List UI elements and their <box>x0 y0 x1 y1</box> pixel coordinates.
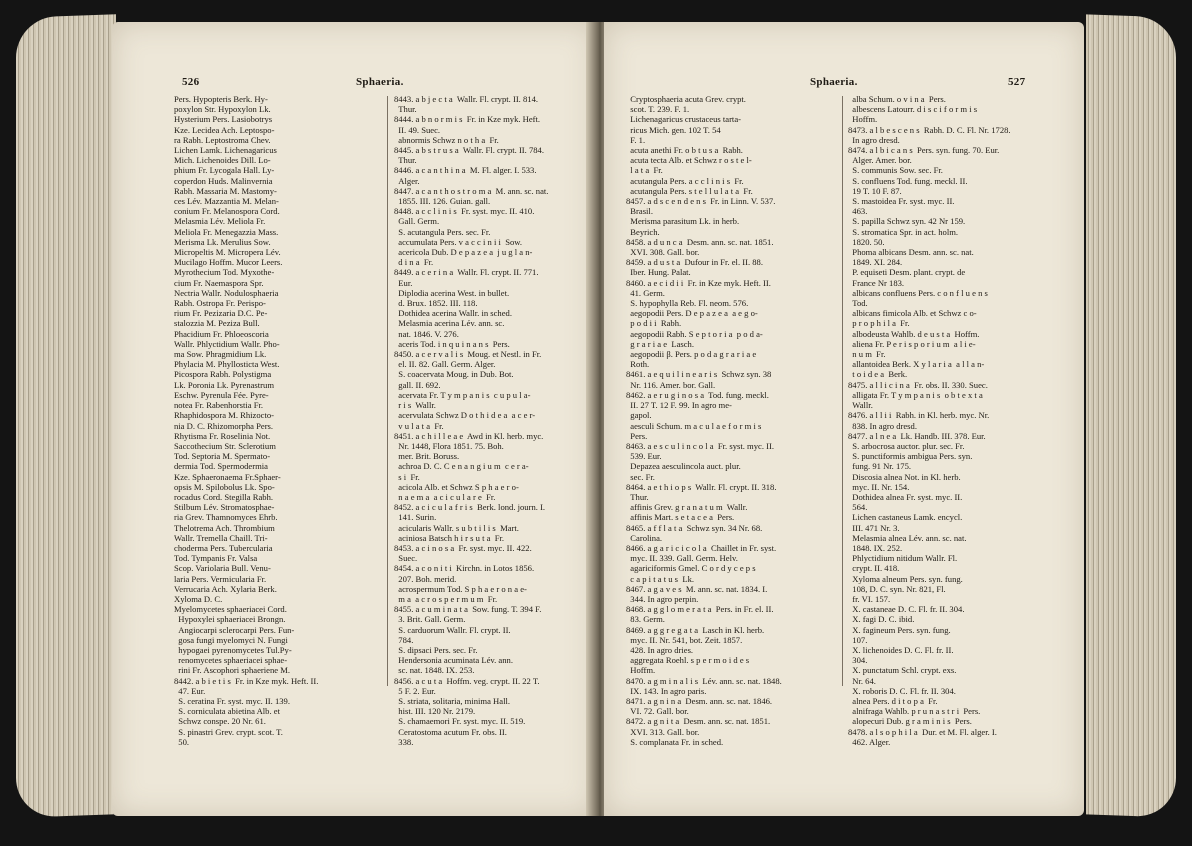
left-column-1: Pers. Hypopteris Berk. Hy- poxylon Str. Hypoxylon Lk. Hysterium Pers. Lasiobotrys Kze. Lecidea Ach. Leptospo- ra Rabh. Leptostroma Chev. Lichen Lamk. Lichenagaricus Mich. Lichenoides Dill. Lo- phium Fr. Lycogala Hall. Ly- coperdon Huds. Malinvernia Rabh. Massaria M. Mastomy- ces Lév. Mazzantia M. Melan- conium Fr. Melanospora Cord. Melasmia Lév. Meliola Fr. Meliola Fr. Menegazzia Mass. Merisma Lk. Merulius Sow. Micropeltis M. Micropera Lév. Mucilago Hoffm. Mucor Leers. Myrothecium Tod. Myxothe- cium Fr. Naemaspora Spr. Nectria Wallr. Nodulosphaeria Rabh. Ostropa Fr. Perispo- rium Fr. Pezizaria D.C. Pe- stalozzia M. Peziza Bull. Phacidium Fr. Phloeoscoria Wallr. Phlyctidium Wallr. Pho- ma Sow. Phragmidium Lk. Phylacia M. Phyllosticta West. Picospora Rabh. Polystigma Lk. Poronia Lk. Pyrenastrum Eschw. Pyrenula Fée. Pyre- notea Fr. Rabenhorstia Fr. Rhaphidospora M. Rhizocto- nia D. C. Rhizomorpha Pers. Rhytisma Fr. Roselinia Not. Saccothecium Str. Sclerotium Tod. Septoria M. Spermato- dermia Tod. Spermodermia Kze. Sphaeronaema Fr.Sphaer- opsis M. Spilobolus Lk. Spo- rocadus Cord. Stegilla Rabh. Stilbum Lév. Stromatosphae- ria Grev. Thamnomyces Ehrb. Thelotrema Ach. Thrombium Wallr. Tremella Chaill. Tri- choderma Pers. Tubercularia Tod. Tympanis Fr. Valsa Scop. Variolaria Bull. Venu- laria Pers. Vermicularia Fr. Verrucaria Ach. Xylaria Berk. Xyloma D. C. Myelomycetes sphaeriacei Cord. Hypoxylei sphaeriacei Brongn. Angiocarpi sclerocarpi Pers. Fun- gosa fungi myelomyci N. Fungi hypogaei pyrenomycetes Tul.Py- renomycetes sphaeriacei sphae- rini Fr. Ascophori sphaeriene M. 8442. a b i e t i s Fr. in Kze myk. Heft. II. 47. Eur. S. ceratina Fr. syst. myc. II. 139. S. corniculata abietina Alb. et Schwz conspe. 20 Nr. 61. S. pinastri Grev. crypt. scot. T. 50. <box>174 94 319 747</box>
left-column-rule <box>387 96 388 686</box>
right-column-rule <box>842 96 843 686</box>
right-column-1: Cryptosphaeria acuta Grev. crypt. scot. T. 239. F. 1. Lichenagaricus crustaceus tarta- ricus Mich. gen. 102 T. 54 F. 1. acuta anethi Fr. o b t u s a Rabh. acuta tecta Alb. et Schwz r o s t e l- l a t a Fr. acutangula Pers. a c c l i n i s Fr. acutangula Pers. s t e l l u l a t a Fr. 8457. a d s c e n d e n s Fr. in Linn. V. 537. Brasil. Merisma parasitum Lk. in herb. Beyrich. 8458. a d u n c a Desm. ann. sc. nat. 1851. XVI. 308. Gall. bor. 8459. a d u s t a Dufour in Fr. el. II. 88. Iber. Hung. Palat. 8460. a e c i d i i Fr. in Kze myk. Heft. II. 41. Germ. S. hypophylla Reb. Fl. neom. 576. aegopodii Pers. D e p a z e a a e g o- p o d i i Rabh. aegopodii Rabh. S e p t o r i a p o d a- g r a r i a e Lasch. aegopodii β. Pers. p o d a g r a r i a e Roth. 8461. a e q u i l i n e a r i s Schwz syn. 38 Nr. 116. Amer. bor. Gall. 8462. a e r u g i n o s a Tod. fung. meckl. II. 27 T. 12 F. 99. In agro me- gapol. aesculi Schum. m a c u l a e f o r m i s Pers. 8463. a e s c u l i n c o l a Fr. syst. myc. II. 539. Eur. Depazea aesculincola auct. plur. sec. Fr. 8464. a e t h i o p s Wallr. Fl. crypt. II. 318. Thur. affinis Grev. g r a n a t u m Wallr. affinis Mart. s e t a c e a Pers. 8465. a f f l a t a Schwz syn. 34 Nr. 68. Carolina. 8466. a g a r i c i c o l a Chaillet in Fr. syst. myc. II. 339. Gall. Germ. Helv. agariciformis Gmel. C o r d y c e p s c a p i t a t u s Lk. 8467. a g a v e s M. ann. sc. nat. 1834. I. 344. In agro perpin. 8468. a g g l o m e r a t a Pers. in Fr. el. II. 83. Germ. 8469. a g g r e g a t a Lasch in Kl. herb. myc. II. Nr. 541, bot. Zeit. 1857. 428. In agro dries. aggregata Roehl. s p e r m o i d e s Hoffm. 8470. a g m i n a l i s Lév. ann. sc. nat. 1848. IX. 143. In agro paris. 8471. a g n i n a Desm. ann. sc. nat. 1846. VI. 72. Gall. bor. 8472. a g n i t a Desm. ann. sc. nat. 1851. XVI. 313. Gall. bor. S. complanata Fr. in sched. <box>626 94 782 747</box>
right-page-edges <box>1086 14 1176 817</box>
right-column-2: alba Schum. o v i n a Pers. albescens Latourr. d i s c i f o r m i s Hoffm. 8473. a l b e s c e n s Rabh. D. C. Fl. Nr. 1728. In agro dresd. 8474. a l b i c a n s Pers. syn. fung. 70. Eur. Alger. Amer. bor. S. communis Sow. sec. Fr. S. confluens Tod. fung. meckl. II. 19 T. 10 F. 87. S. mastoidea Fr. syst. myc. II. 463. S. papilla Schwz syn. 42 Nr 159. S. stromatica Spr. in act. holm. 1820. 50. Phoma albicans Desm. ann. sc. nat. 1849. XI. 284. P. equiseti Desm. plant. crypt. de France Nr 183. albicans confluens Pers. c o n f l u e n s Tod. albicans fimicola Alb. et Schwz c o- p r o p h i l a Fr. albodeusta Wahlb. d e u s t a Hoffm. aliena Fr. P e r i s p o r i u m a l i e- n u m Fr. allantoidea Berk. X y l a r i a a l l a n- t o i d e a Berk. 8475. a l l i c i n a Fr. obs. II. 330. Suec. alligata Fr. T y m p a n i s o b t e x t a Wallr. 8476. a l l i i Rabh. in Kl. herb. myc. Nr. 838. In agro dresd. 8477. a l n e a Lk. Handb. III. 378. Eur. S. arbocrosa auctor. plur. sec. Fr. S. punctiformis ambigua Pers. syn. fung. 91 Nr. 175. Discosia alnea Not. in Kl. herb. myc. II. Nr. 154. Dothidea alnea Fr. syst. myc. II. 564. Lichen castaneus Lamk. encycl. III. 471 Nr. 3. Melasmia alnea Lév. ann. sc. nat. 1848. IX. 252. Phlyctidium nitidum Wallr. Fl. crypt. II. 418. Xyloma alneum Pers. syn. fung. 108, D. C. syn. Nr. 821, Fl. fr. VI. 157. X. castaneae D. C. Fl. fr. II. 304. X. fagi D. C. ibid. X. fagineum Pers. syn. fung. 107. X. lichenoides D. C. Fl. fr. II. 304. X. punctatum Schl. crypt. exs. Nr. 64. X. roboris D. C. Fl. fr. II. 304. alnea Pers. d i t o p a Fr. alnifraga Wahlb. p r u n a s t r i Pers. alopecuri Dub. g r a m i n i s Pers. 8478. a l s o p h i l a Dur. et M. Fl. alger. I. 462. Alger. <box>848 94 1011 747</box>
left-page <box>112 22 596 816</box>
left-running-head: Sphaeria. <box>356 76 404 88</box>
right-page-number: 527 <box>1008 76 1026 88</box>
left-column-2: 8443. a b j e c t a Wallr. Fl. crypt. II. 814. Thur. 8444. a b n o r m i s Fr. in Kze myk. Heft. II. 49. Suec. abnormis Schwz n o t h a Fr. 8445. a b s t r u s a Wallr. Fl. crypt. II. 784. Thur. 8446. a c a n t h i n a M. Fl. alger. I. 533. Alger. 8447. a c a n t h o s t r o m a M. ann. sc. nat. 1855. III. 126. Guian. gall. 8448. a c c l i n i s Fr. syst. myc. II. 410. Gall. Germ. S. acutangula Pers. sec. Fr. accumulata Pers. v a c c i n i i Sow. acericola Dub. D e p a z e a j u g l a n- d i n a Fr. 8449. a c e r i n a Wallr. Fl. crypt. II. 771. Eur. Diplodia acerina West. in bullet. d. Brux. 1852. III. 118. Dothidea acerina Wallr. in sched. Melasmia acerina Lév. ann. sc. nat. 1846. V. 276. aceris Tod. i n q u i n a n s Pers. 8450. a c e r v a l i s Moug. et Nestl. in Fr. el. II. 82. Gall. Germ. Alger. S. coacervata Moug. in Dub. Bot. gall. II. 692. acervata Fr. T y m p a n i s c u p u l a- r i s Wallr. acervulata Schwz D o t h i d e a a c e r- v u l a t a Fr. 8451. a c h i l l e a e Awd in Kl. herb. myc. Nr. 1448, Flora 1851. 75. Boh. mer. Brit. Boruss. achroa D. C. C e n a n g i u m c e r a- s i Fr. acicola Alb. et Schwz S p h a e r o- n a e m a a c i c u l a r e Fr. 8452. a c i c u l a f r i s Berk. lond. journ. I. 141. Surin. acicularis Wallr. s u b t i l i s Mart. aciniosa Batsch h i r s u t a Fr. 8453. a c i n o s a Fr. syst. myc. II. 422. Suec. 8454. a c o n i t i Kirchn. in Lotos 1856. 207. Boh. merid. acrospermum Tod. S p h a e r o n a e- m a a c r o s p e r m u m Fr. 8455. a c u m i n a t a Sow. fung. T. 394 F. 3. Brit. Gall. Germ. S. carduorum Wallr. Fl. crypt. II. 784. S. dipsaci Pers. sec. Fr. Hendersonia acuminata Lév. ann. sc. nat. 1848. IX. 253. 8456. a c u t a Hoffm. veg. crypt. II. 22 T. 5 F. 2. Eur. S. striata, solitaria, minima Hall. hist. III. 120 Nr. 2179. S. chamaemori Fr. syst. myc. II. 519. Ceratostoma acutum Fr. obs. II. 338. <box>394 94 549 747</box>
left-page-number: 526 <box>182 76 200 88</box>
right-running-head: Sphaeria. <box>810 76 858 88</box>
left-page-edges <box>16 14 116 817</box>
right-page <box>604 22 1084 816</box>
